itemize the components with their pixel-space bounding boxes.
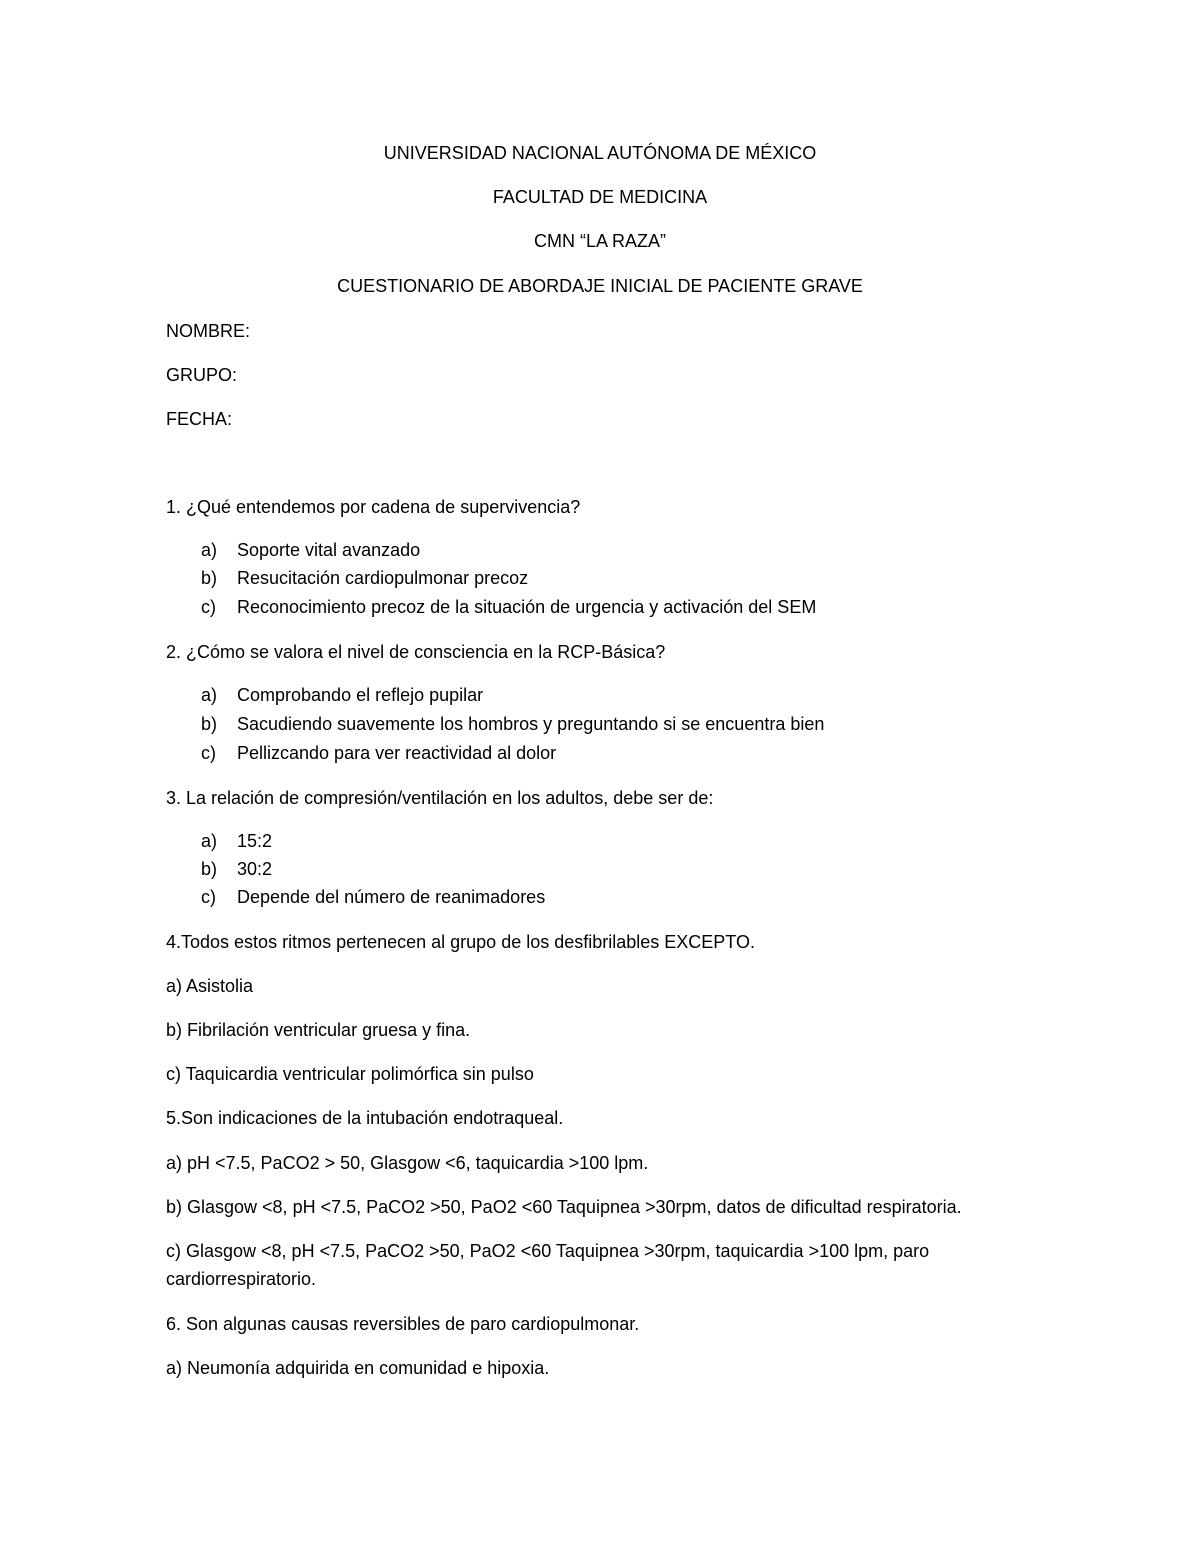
question-1-option-a-letter: a) bbox=[201, 540, 218, 560]
question-5-option-b: b) Glasgow <8, pH <7.5, PaCO2 >50, PaO2 <60 Taquipnea >30rpm, datos de dificultad respiratoria. bbox=[166, 1197, 962, 1217]
question-3: 3. La relación de compresión/ventilación en los adultos, debe ser de: bbox=[166, 788, 714, 808]
university-heading: UNIVERSIDAD NACIONAL AUTÓNOMA DE MÉXICO bbox=[383, 143, 817, 163]
question-6: 6. Son algunas causas reversibles de paro cardiopulmonar. bbox=[166, 1314, 640, 1334]
question-2: 2. ¿Cómo se valora el nivel de consciencia en la RCP-Básica? bbox=[166, 642, 666, 662]
question-2-option-b: Sacudiendo suavemente los hombros y preguntando si se encuentra bien bbox=[237, 714, 825, 734]
question-3-option-a: 15:2 bbox=[237, 831, 273, 851]
question-4: 4.Todos estos ritmos pertenecen al grupo de los desfibrilables EXCEPTO. bbox=[166, 932, 755, 952]
faculty-heading: FACULTAD DE MEDICINA bbox=[492, 187, 708, 207]
question-5-option-a: a) pH <7.5, PaCO2 > 50, Glasgow <6, taquicardia >100 lpm. bbox=[166, 1153, 649, 1173]
question-2-option-b-letter: b) bbox=[201, 714, 218, 734]
group-field-label: GRUPO: bbox=[166, 365, 238, 385]
question-1: 1. ¿Qué entendemos por cadena de supervivencia? bbox=[166, 497, 581, 517]
question-3-option-a-letter: a) bbox=[201, 831, 218, 851]
question-2-option-a: Comprobando el reflejo pupilar bbox=[237, 685, 484, 705]
question-6-option-a: a) Neumonía adquirida en comunidad e hipoxia. bbox=[166, 1358, 550, 1378]
question-2-option-c: Pellizcando para ver reactividad al dolor bbox=[237, 743, 557, 763]
question-4-option-a: a) Asistolia bbox=[166, 976, 254, 996]
question-5: 5.Son indicaciones de la intubación endotraqueal. bbox=[166, 1108, 564, 1128]
name-field-label: NOMBRE: bbox=[166, 321, 251, 341]
question-2-option-a-letter: a) bbox=[201, 685, 218, 705]
question-3-option-b-letter: b) bbox=[201, 859, 218, 879]
question-1-option-c: Reconocimiento precoz de la situación de urgencia y activación del SEM bbox=[237, 597, 817, 617]
questionnaire-title: CUESTIONARIO DE ABORDAJE INICIAL DE PACIENTE GRAVE bbox=[337, 276, 863, 296]
date-field-label: FECHA: bbox=[166, 409, 233, 429]
question-5-option-c-continuation: cardiorrespiratorio. bbox=[166, 1269, 317, 1289]
question-4-option-c: c) Taquicardia ventricular polimórfica sin pulso bbox=[166, 1064, 534, 1084]
question-1-option-b: Resucitación cardiopulmonar precoz bbox=[237, 568, 529, 588]
question-3-option-c-letter: c) bbox=[201, 887, 216, 907]
question-4-option-b: b) Fibrilación ventricular gruesa y fina. bbox=[166, 1020, 471, 1040]
question-3-option-b: 30:2 bbox=[237, 859, 273, 879]
question-1-option-b-letter: b) bbox=[201, 568, 218, 588]
question-1-option-c-letter: c) bbox=[201, 597, 216, 617]
center-heading: CMN “LA RAZA” bbox=[533, 231, 666, 251]
question-2-option-c-letter: c) bbox=[201, 743, 216, 763]
question-5-option-c: c) Glasgow <8, pH <7.5, PaCO2 >50, PaO2 <60 Taquipnea >30rpm, taquicardia >100 lpm, paro bbox=[166, 1241, 930, 1261]
question-1-option-a: Soporte vital avanzado bbox=[237, 540, 421, 560]
question-3-option-c: Depende del número de reanimadores bbox=[237, 887, 546, 907]
